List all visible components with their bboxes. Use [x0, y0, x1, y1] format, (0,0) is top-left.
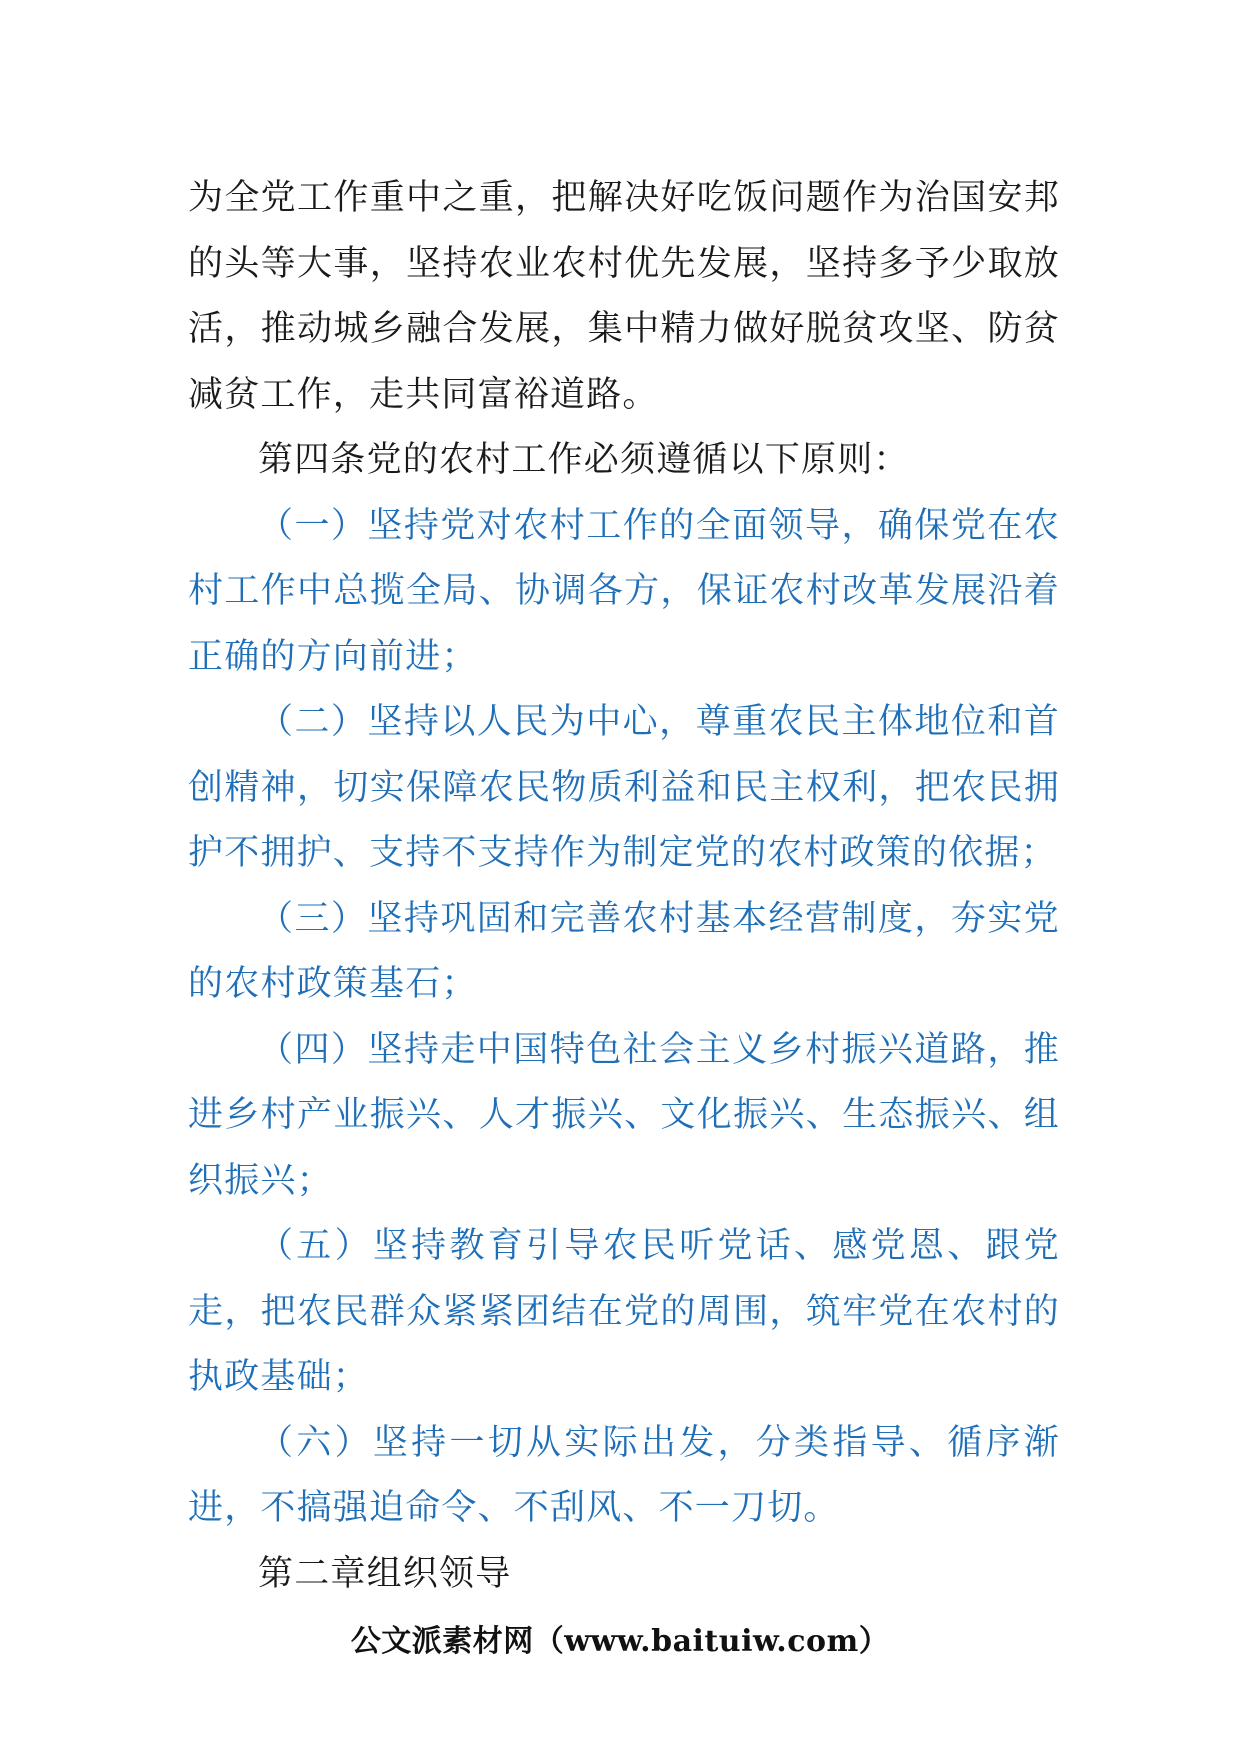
paragraph-principle-6: （六）坚持一切从实际出发，分类指导、循序渐进，不搞强迫命令、不刮风、不一刀切。	[188, 1422, 1060, 1528]
paragraph-article-four: 第四条党的农村工作必须遵循以下原则：	[258, 440, 910, 480]
paragraph-principle-1: （一）坚持党对农村工作的全面领导，确保党在农村工作中总揽全局、协调各方，保证农村改革发展沿着正确的方向前进；	[188, 505, 1060, 677]
paragraph-principle-3: （三）坚持巩固和完善农村基本经营制度，夯实党的农村政策基石；	[188, 898, 1060, 1004]
paragraph-continuation: 为全党工作重中之重，把解决好吃饭问题作为治国安邦的头等大事，坚持农业农村优先发展，坚持多予少取放活，推动城乡融合发展，集中精力做好脱贫攻坚、防贫减贫工作，走共同富裕道路。	[188, 178, 1060, 415]
paragraph-principle-4: （四）坚持走中国特色社会主义乡村振兴道路，推进乡村产业振兴、人才振兴、文化振兴、生态振兴、组织振兴；	[188, 1029, 1060, 1201]
paragraph-principle-5: （五）坚持教育引导农民听党话、感党恩、跟党走，把农民群众紧紧团结在党的周围，筑牢党在农村的执政基础；	[188, 1226, 1060, 1397]
document-body	[188, 166, 1060, 1607]
paragraph-principle-2: （二）坚持以人民为中心，尊重农民主体地位和首创精神，切实保障农民物质利益和民主权利，把农民拥护不拥护、支持不支持作为制定党的农村政策的依据；	[188, 702, 1060, 873]
footer-watermark: 公文派素材网（www.baituiw.com）	[350, 1624, 890, 1659]
chapter-heading: 第二章组织领导	[258, 1553, 512, 1594]
